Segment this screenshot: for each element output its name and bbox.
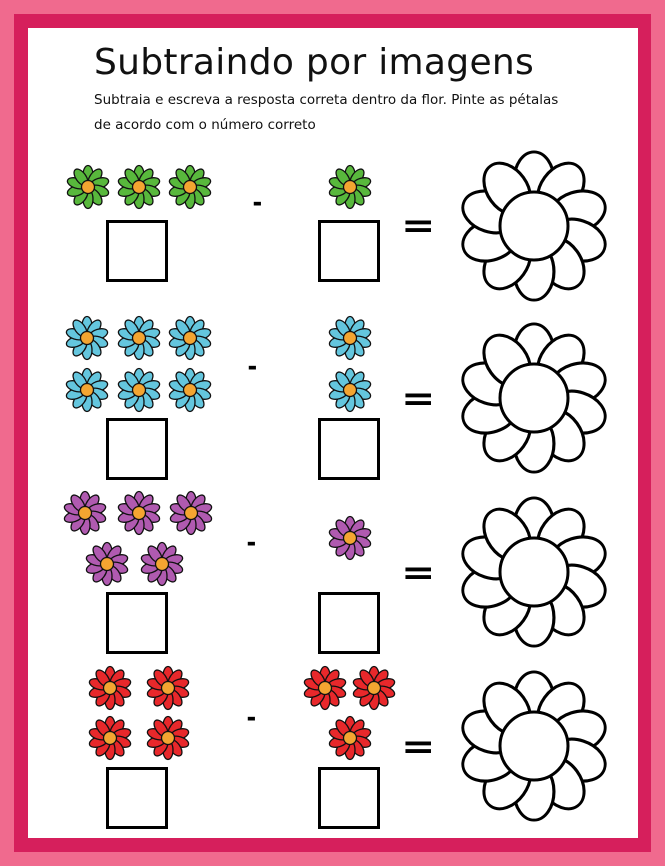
minuend-flower-icon bbox=[64, 315, 110, 361]
minuend-flower-icon bbox=[64, 367, 110, 413]
equals-sign: = bbox=[401, 379, 436, 419]
minuend-flower-icon bbox=[139, 541, 185, 587]
minuend-flower-icon bbox=[116, 164, 162, 210]
minuend-flower-icon bbox=[87, 665, 133, 711]
minus-sign: - bbox=[252, 188, 263, 218]
subtrahend-flower-icon bbox=[327, 164, 373, 210]
minuend-flower-icon bbox=[84, 541, 130, 587]
minuend-flower-icon bbox=[167, 367, 213, 413]
minus-sign: - bbox=[246, 528, 257, 558]
subtrahend-answer-box[interactable] bbox=[318, 592, 380, 654]
minuend-flower-icon bbox=[145, 715, 191, 761]
equals-sign: = bbox=[401, 553, 436, 593]
answer-flower-icon[interactable] bbox=[449, 492, 619, 652]
page-title: Subtraindo por imagens bbox=[94, 42, 535, 83]
minuend-flower-icon bbox=[167, 164, 213, 210]
minuend-flower-icon bbox=[145, 665, 191, 711]
subtrahend-answer-box[interactable] bbox=[318, 220, 380, 282]
subtrahend-flower-icon bbox=[302, 665, 348, 711]
answer-flower-icon[interactable] bbox=[449, 318, 619, 478]
minuend-flower-icon bbox=[65, 164, 111, 210]
minuend-flower-icon bbox=[87, 715, 133, 761]
subtrahend-answer-box[interactable] bbox=[318, 767, 380, 829]
minus-sign: - bbox=[246, 703, 257, 733]
minuend-answer-box[interactable] bbox=[106, 418, 168, 480]
subtrahend-flower-icon bbox=[327, 315, 373, 361]
minuend-flower-icon bbox=[116, 490, 162, 536]
minuend-answer-box[interactable] bbox=[106, 767, 168, 829]
subtrahend-flower-icon bbox=[351, 665, 397, 711]
minuend-flower-icon bbox=[62, 490, 108, 536]
subtrahend-flower-icon bbox=[327, 715, 373, 761]
minuend-answer-box[interactable] bbox=[106, 220, 168, 282]
instructions-text: Subtraia e escreva a resposta correta dentro da flor. Pinte as pétalas de acordo com o número correto bbox=[94, 92, 559, 133]
minuend-answer-box[interactable] bbox=[106, 592, 168, 654]
answer-flower-icon[interactable] bbox=[449, 666, 619, 826]
minus-sign: - bbox=[247, 352, 258, 382]
minuend-flower-icon bbox=[167, 315, 213, 361]
minuend-flower-icon bbox=[168, 490, 214, 536]
answer-flower-icon[interactable] bbox=[449, 146, 619, 306]
subtrahend-flower-icon bbox=[327, 367, 373, 413]
equals-sign: = bbox=[401, 727, 436, 767]
minuend-flower-icon bbox=[116, 367, 162, 413]
subtrahend-flower-icon bbox=[327, 515, 373, 561]
minuend-flower-icon bbox=[116, 315, 162, 361]
subtrahend-answer-box[interactable] bbox=[318, 418, 380, 480]
equals-sign: = bbox=[401, 206, 436, 246]
